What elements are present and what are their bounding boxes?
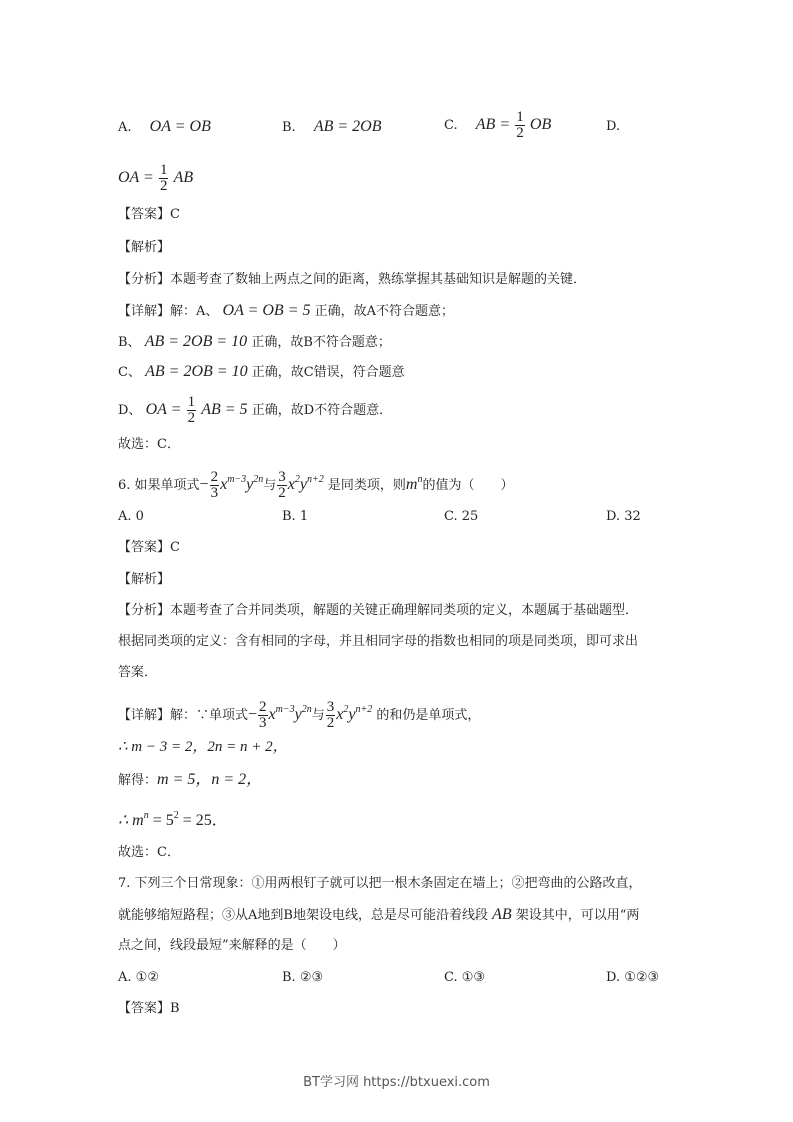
numerator: 3: [326, 699, 335, 715]
math-expr: AB = 2OB = 10: [144, 333, 248, 350]
q7-stem-line1: 7. 下列三个日常现象：①用两根钉子就可以把一根木条固定在墙上；②把弯曲的公路改直，: [118, 876, 642, 891]
denominator: 2: [278, 485, 286, 501]
text: 的和仍是单项式，: [376, 708, 481, 723]
exponent: 2: [343, 704, 349, 715]
q5-analysis: 【分析】本题考查了数轴上两点之间的距离，熟练掌握其基础知识是解题的关键．: [118, 272, 587, 287]
fraction: [515, 110, 525, 141]
math-expr: AB = 5: [201, 401, 248, 418]
text: 【详解】解：A、: [118, 304, 219, 319]
q6-option-c: [444, 507, 478, 527]
text: 解得：: [118, 773, 158, 788]
text: D、: [118, 403, 142, 418]
fraction: [277, 470, 287, 501]
option-expr: OA = OB: [149, 118, 211, 135]
q7-stem-line2: [118, 905, 639, 926]
option-label: C.: [444, 118, 458, 133]
option-expr: AB =: [475, 116, 511, 133]
option-expr: AB: [173, 169, 194, 186]
numerator: 2: [259, 699, 267, 715]
option-expr: OB: [529, 116, 552, 133]
minus-sign: −: [248, 706, 258, 723]
option-label: C.: [444, 509, 458, 524]
minus-sign: −: [199, 476, 209, 493]
q5-answer: 【答案】C: [118, 207, 180, 222]
text: 与: [263, 478, 277, 493]
denominator: 2: [516, 125, 524, 141]
math-expr: AB = 2OB = 10: [145, 363, 248, 380]
math-expr: ∴ m: [118, 812, 144, 829]
option-label: D.: [606, 970, 621, 985]
q6-step1: ∴ m − 3 = 2，2n = n + 2，: [118, 739, 288, 755]
text: 与: [311, 708, 325, 723]
q6-stem: 6. 如果单项式− $\frac{2}{3}$ $x^{m-3}y^{2n}$与 $\frac{3}{2}$ $x^2y^{n+2}$ 是同类项，则$m^n$的值为（ ）: [118, 469, 514, 501]
numerator: 1: [516, 109, 524, 125]
q7-stem-line3: 点之间，线段最短”来解释的是（ ）: [118, 938, 346, 953]
text: 架设其中，可以用“两: [515, 908, 640, 923]
q5-detail-a: [118, 301, 454, 322]
option-value: 0: [135, 509, 144, 524]
option-label: C.: [444, 970, 458, 985]
q5-option-a: [118, 117, 211, 138]
math-expr: m = 5，n = 2，: [157, 771, 263, 788]
exponent: 2n: [253, 474, 264, 485]
fraction: [187, 395, 197, 426]
option-label: A.: [118, 120, 132, 135]
q6-analysis-line2: 根据同类项的定义：含有相同的字母，并且相同字母的指数也相同的项是同类项，即可求出: [118, 634, 639, 649]
option-expr: OA =: [118, 169, 154, 186]
q6-step3: [118, 806, 228, 832]
q6-analysis-header: 【解析】: [118, 572, 171, 587]
exponent: n+2: [307, 474, 324, 485]
option-value: ①③: [461, 970, 486, 985]
math-expr: = 25．: [178, 812, 228, 829]
text: 正确，故C错误，符合题意: [251, 365, 405, 380]
denominator: 3: [259, 715, 267, 731]
option-expr: AB = 2OB: [313, 118, 382, 135]
option-value: 25: [461, 509, 479, 524]
text: 是同类项，则: [327, 478, 406, 493]
text: 的值为（ ）: [422, 478, 514, 493]
exponent: 2: [294, 474, 300, 485]
q6-option-b: [282, 507, 308, 527]
exponent: m−3: [227, 474, 247, 485]
math-expr: AB: [492, 906, 512, 923]
q5-detail-b: [118, 332, 391, 353]
math-expr: OA =: [145, 401, 182, 418]
q6-option-d: [606, 507, 641, 527]
fraction: [159, 163, 169, 194]
option-label: B.: [282, 509, 296, 524]
option-label: A.: [118, 509, 132, 524]
q5-conclusion: 故选：C．: [118, 437, 180, 452]
q6-conclusion: 故选：C．: [118, 845, 180, 860]
exponent: n: [143, 810, 149, 821]
text: 正确，故B不符合题意；: [251, 335, 391, 350]
option-value: 32: [624, 509, 641, 524]
footer-watermark: BT学习网 https://btxuexi.com: [303, 1075, 490, 1090]
q7-option-c: [444, 968, 485, 988]
fraction: [258, 700, 268, 731]
q7-answer: 【答案】B: [118, 1001, 180, 1016]
denominator: 2: [187, 410, 196, 426]
q5-detail-d: [118, 395, 392, 426]
exponent: 2: [173, 810, 179, 821]
option-value: ①②③: [624, 970, 660, 985]
numerator: 1: [159, 162, 168, 178]
exponent: n: [417, 474, 423, 485]
q5-analysis-header: 【解析】: [118, 240, 171, 255]
text: B、: [118, 335, 141, 350]
denominator: 2: [159, 178, 168, 194]
option-label: D.: [606, 509, 621, 524]
q6-option-a: [118, 507, 144, 527]
option-value: 1: [299, 509, 309, 524]
q5-detail-c: [118, 362, 405, 383]
option-value: ①②: [135, 970, 159, 985]
text: 【详解】解：∵单项式: [118, 708, 249, 723]
option-label: D.: [606, 119, 621, 134]
option-label: A.: [118, 970, 132, 985]
q5-option-d: [606, 117, 620, 137]
exponent: m−3: [275, 704, 295, 715]
text: 6. 如果单项式: [118, 478, 200, 493]
numerator: 3: [278, 469, 286, 485]
option-label: B.: [282, 120, 296, 135]
q7-option-a: [118, 968, 159, 988]
math-expr: OA = OB = 5: [222, 302, 311, 319]
text: C、: [118, 365, 141, 380]
q6-detail: 【详解】解：∵单项式− $\frac{2}{3}$ $x^{m-3}y^{2n}$与 $\frac{3}{2}$ $x^2y^{n+2}$ 的和仍是单项式，: [118, 699, 481, 731]
text: 正确，故A不符合题意；: [314, 304, 455, 319]
denominator: 2: [326, 715, 335, 731]
q7-option-b: [282, 968, 323, 988]
q7-option-d: [606, 968, 659, 988]
exponent: n+2: [355, 704, 373, 715]
math-expr: = 5: [148, 812, 174, 829]
q5-option-b: [282, 117, 382, 138]
text: 就能够缩短路程；③从A地到B地架设电线，总是尽可能沿着线段: [118, 908, 488, 923]
q6-analysis-line3: 答案．: [118, 665, 158, 680]
option-label: B.: [282, 970, 296, 985]
q6-answer: 【答案】C: [118, 540, 180, 555]
q5-option-c: [444, 110, 551, 141]
exponent: 2n: [301, 704, 312, 715]
math-var: m: [405, 476, 418, 493]
denominator: 3: [210, 485, 219, 501]
numerator: 2: [210, 469, 219, 485]
q6-analysis-line1: 【分析】本题考查了合并同类项，解题的关键正确理解同类项的定义，本题属于基础题型．: [118, 603, 639, 618]
fraction: [326, 700, 336, 731]
text: 正确，故D不符合题意．: [251, 403, 393, 418]
q6-step2: [118, 770, 262, 791]
numerator: 1: [187, 394, 196, 410]
option-value: ②③: [299, 970, 324, 985]
q5-option-d-expr: [118, 163, 193, 194]
fraction: [210, 470, 220, 501]
